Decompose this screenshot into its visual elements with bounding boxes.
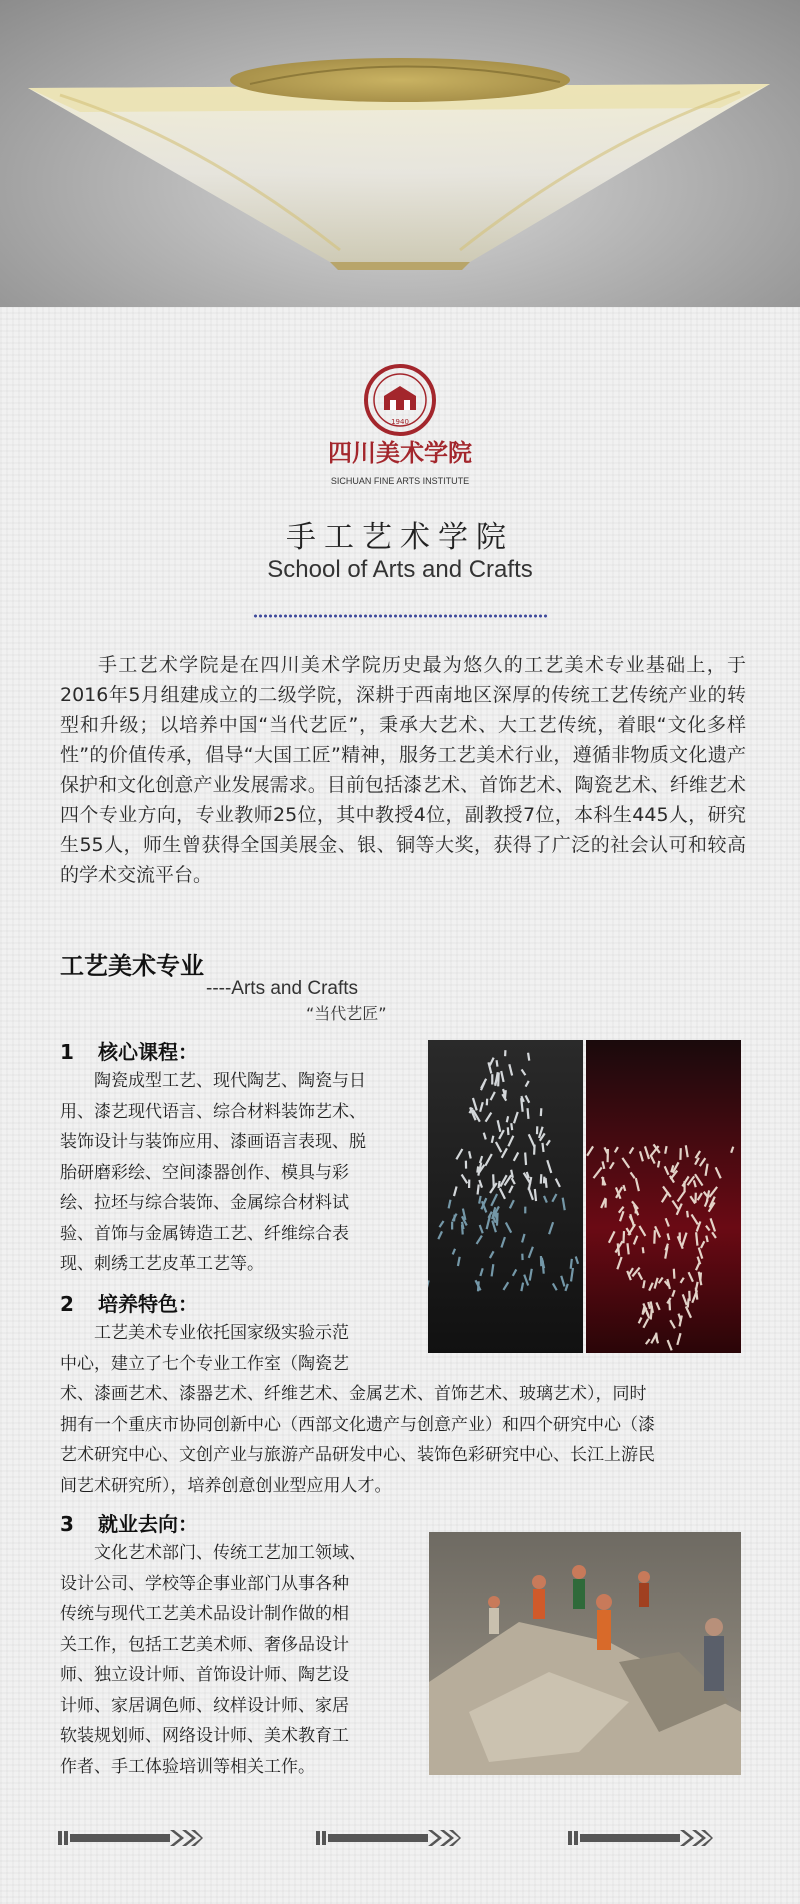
dotted-divider — [253, 614, 547, 618]
text-line: 胎研磨彩绘、空间漆器创作、模具与彩 — [60, 1162, 349, 1183]
section-number: 3 — [60, 1512, 74, 1536]
major-subtitle-en: ----Arts and Crafts — [206, 978, 359, 999]
text-line: 绘、拉坯与综合装饰、金属综合材料试 — [60, 1193, 349, 1213]
intro-paragraph: 手工艺术学院是在四川美术学院历史最为悠久的工艺美术专业基础上，于2016年5月组建成立的二级学院，深耕于西南地区深厚的传统工艺传统产业的转型和升级；以培养中国“当代艺匠”，秉承大艺术、大工艺传统，着眼“文化多样性”的价值传承，倡导“大国工匠”精神，服务工艺美术行业，遵循非物质文化遗产保护和文化创意产业发展需求。目前包括漆艺术、首饰艺术、陶瓷艺术、纤维艺术四个专业方向，专业教师25位，其中教授4位，副教授7位，本科生445人，研究生55人，师生曾获得全国美展金、银、铜等大奖，获得了广泛的社会认可和较高的学术交流平台。 — [60, 654, 746, 886]
section-heading-careers — [60, 1508, 198, 1537]
text-line: 装饰设计与装饰应用、漆画语言表现、脱 — [60, 1132, 366, 1152]
text-line: 术、漆画艺术、漆器艺术、纤维艺术、金属艺术、首饰艺术、玻璃艺术），同时 — [60, 1384, 647, 1404]
text-line: 文化艺术部门、传统工艺加工领域、 — [94, 1543, 366, 1563]
text-line: 传统与现代工艺美术品设计制作做的相 — [60, 1604, 349, 1624]
major-subtitle-cn: “当代艺匠” — [306, 1004, 387, 1023]
section-body-courses — [60, 1066, 410, 1280]
text-line: 中心，建立了七个专业工作室（陶瓷艺 — [60, 1353, 349, 1374]
section-heading-text: 培养特色： — [98, 1292, 198, 1316]
text-line: 验、首饰与金属铸造工艺、纤维综合表 — [60, 1223, 349, 1244]
section-heading-text: 核心课程： — [98, 1040, 198, 1064]
text-line: 陶瓷成型工艺、现代陶艺、陶瓷与日 — [94, 1071, 366, 1091]
logo-name-cn: 四川美术学院 — [328, 438, 472, 467]
institute-logo — [300, 362, 500, 492]
text-line: 艺术研究中心、文创产业与旅游产品研发中心、装饰色彩研究中心、长江上游民 — [60, 1445, 655, 1465]
arrow-decoration — [58, 1830, 203, 1846]
arrow-decoration — [568, 1830, 713, 1846]
section-heading-courses — [60, 1036, 198, 1065]
text-line: 工艺美术专业依托国家级实验示范 — [94, 1323, 349, 1343]
text-line: 设计公司、学校等企事业部门从事各种 — [60, 1573, 349, 1594]
section-number: 1 — [60, 1040, 74, 1064]
text-line: 现、刺绣工艺皮革工艺等。 — [60, 1254, 264, 1274]
logo-year: 1940 — [391, 418, 409, 426]
logo-name-en: SICHUAN FINE ARTS INSTITUTE — [330, 476, 470, 486]
hero-banner — [0, 0, 800, 307]
text-line: 师、独立设计师、首饰设计师、陶艺设 — [60, 1665, 349, 1685]
fiber-art-image — [428, 1040, 741, 1353]
major-title: 工艺美术专业 — [60, 952, 204, 980]
text-line: 计师、家居调色师、纹样设计师、家居 — [60, 1695, 349, 1716]
page-title-en: School of Arts and Crafts — [267, 556, 533, 583]
text-line: 关工作，包括工艺美术师、奢侈品设计 — [60, 1634, 349, 1655]
section-number: 2 — [60, 1292, 74, 1316]
section-heading-text: 就业去向： — [98, 1512, 198, 1536]
arrow-decoration — [316, 1830, 461, 1846]
glass-bowl-image — [0, 0, 800, 307]
sculpture-scene-image — [429, 1532, 741, 1775]
text-line: 作者、手工体验培训等相关工作。 — [60, 1756, 315, 1777]
section-heading-features — [60, 1288, 198, 1317]
text-line: 间艺术研究所），培养创意创业型应用人才。 — [60, 1475, 392, 1496]
text-line: 软装规划师、网络设计师、美术教育工 — [60, 1726, 349, 1746]
text-line: 拥有一个重庆市协同创新中心（西部文化遗产与创意产业）和四个研究中心（漆 — [60, 1414, 655, 1435]
text-line: 用、漆艺现代语言、综合材料装饰艺术、 — [60, 1101, 366, 1122]
section-body-careers — [60, 1538, 410, 1782]
page-title-cn: 手工艺术学院 — [286, 520, 514, 555]
